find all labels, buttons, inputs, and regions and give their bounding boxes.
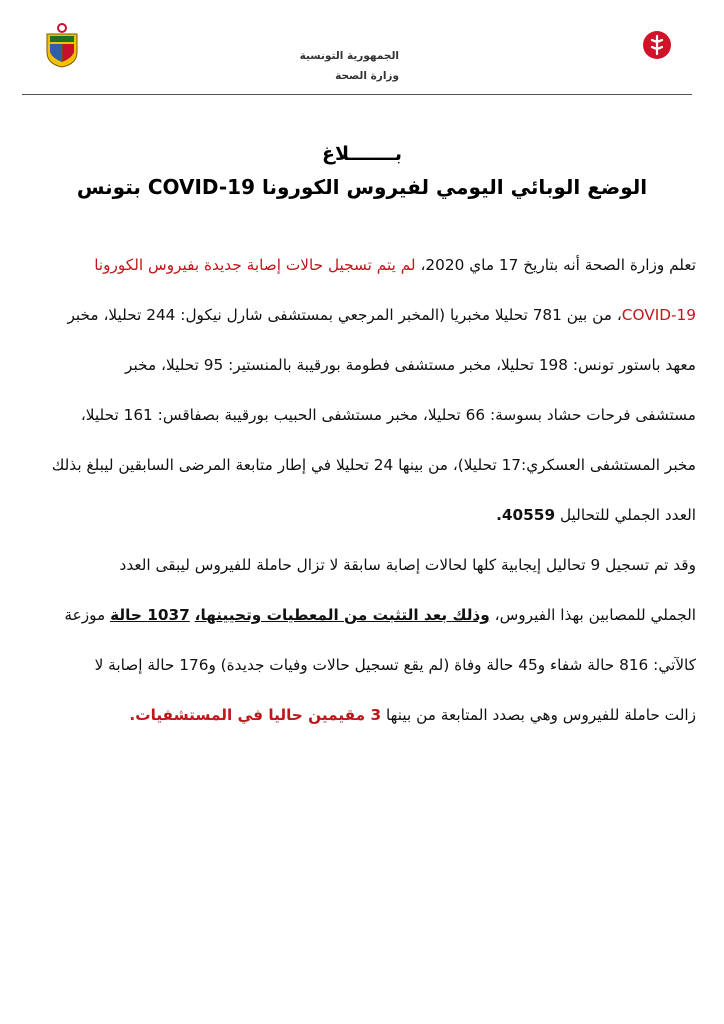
p2-line2: الجملي للمصابين بهذا الفيروس، وذلك بعد التثبت من المعطيات وتحيينها، 1037 حالة موزعة bbox=[64, 606, 696, 624]
republic-name: الجمهورية التونسية bbox=[299, 50, 399, 62]
p1-line6: العدد الجملي للتحاليل 40559. bbox=[496, 506, 696, 524]
p1-line1: تعلم وزارة الصحة أنه بتاريخ 17 ماي 2020، لم يتم تسجيل حالات إصابة جديدة بفيروس الكورونا bbox=[94, 256, 696, 274]
announcement-heading: بـــــــلاغ bbox=[322, 143, 402, 165]
total-cases: 1037 حالة bbox=[110, 606, 190, 624]
p1-line3: معهد باستور تونس: 198 تحليلا، مخبر مستشفى فطومة بورقيبة بالمنستير: 95 تحليلا، مخبر bbox=[125, 356, 696, 374]
announcement-subtitle: الوضع الوبائي اليومي لفيروس الكورونا COVID-19 بتونس bbox=[76, 175, 648, 199]
ministry-name: وزارة الصحة bbox=[335, 70, 399, 82]
hospitalized-count: 3 مقيمين حاليا في المستشفيات. bbox=[129, 706, 382, 724]
covid-label: COVID-19 bbox=[621, 306, 696, 324]
letterhead bbox=[0, 0, 724, 96]
ministry-health-logo-icon bbox=[642, 30, 672, 60]
p2-line3: كالآتي: 816 حالة شفاء و45 حالة وفاة (لم يقع تسجيل حالات وفيات جديدة) و176 حالة إصابة لا bbox=[94, 656, 696, 674]
tunisia-coat-of-arms-icon bbox=[42, 22, 82, 68]
p2-line1: وقد تم تسجيل 9 تحاليل إيجابية كلها لحالات إصابة سابقة لا تزال حاملة للفيروس ليبقى العدد bbox=[119, 556, 696, 574]
p1-line5: مخبر المستشفى العسكري:17 تحليلا)، من بينها 24 تحليلا في إطار متابعة المرضى السابقين ليبلغ بذلك bbox=[51, 456, 696, 474]
announcement-body bbox=[30, 240, 696, 740]
p2-line4: زالت حاملة للفيروس وهي بصدد المتابعة من بينها 3 مقيمين حاليا في المستشفيات. bbox=[129, 706, 696, 724]
letterhead-text bbox=[300, 46, 399, 86]
p1-line4: مستشفى فرحات حشاد بسوسة: 66 تحليلا، مخبر مستشفى الحبيب بورقيبة بصفاقس: 161 تحليلا، bbox=[80, 406, 696, 424]
no-new-cases-text: لم يتم تسجيل حالات إصابة جديدة بفيروس الكورونا bbox=[94, 256, 416, 274]
data-verification-note: وذلك بعد التثبت من المعطيات وتحيينها، bbox=[194, 606, 490, 624]
p1-line2: COVID-19، من بين 781 تحليلا مخبريا (المخبر المرجعي بمستشفى شارل نيكول: 244 تحليلا، مخبر bbox=[67, 306, 696, 324]
header-divider bbox=[22, 94, 692, 95]
total-tests: 40559. bbox=[496, 506, 556, 524]
